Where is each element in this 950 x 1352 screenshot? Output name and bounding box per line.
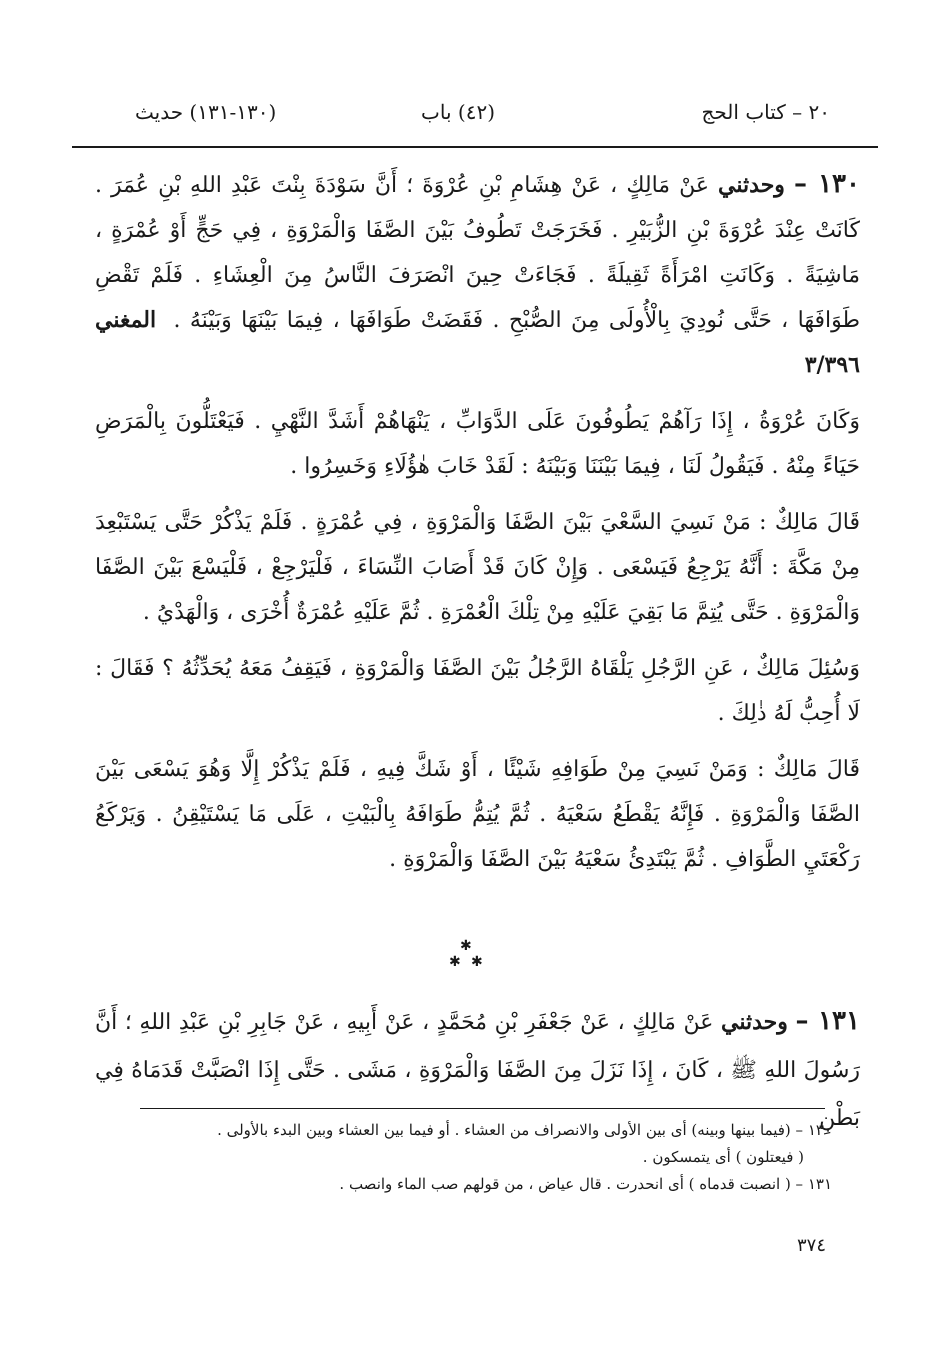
running-header xyxy=(135,100,830,140)
hadith-range: (١٣٠-١٣١) حديث xyxy=(135,100,277,124)
footnote-131: ١٣١ – ( انصبت قدماه ) أى انحدرت . قال عياض ، من قولهم صب الماء وانصب . xyxy=(339,1175,832,1193)
main-text xyxy=(95,162,860,882)
chapter-label: (٤٢) باب xyxy=(421,100,495,124)
separator-star-icon: ✱ xyxy=(471,954,483,970)
footnote-130-cont: ( فيعتلون ) أى يتمسكون . xyxy=(642,1148,804,1166)
cross-reference: المغني ٣/٣٩٦ xyxy=(95,307,860,378)
hadith-number: ١٣١ – xyxy=(795,1006,860,1036)
page-number: ٣٧٤ xyxy=(796,1235,826,1256)
hadith-lead-word: وحدثني xyxy=(721,1009,788,1035)
paragraph-malik-3: قَالَ مَالِكٌ : وَمَنْ نَسِيَ مِنْ طَوَافِهِ شَيْئًا ، أَوْ شَكَّ فِيهِ ، فَلَمْ يَذْكُرْ إِلَّا وَهُوَ يَسْعَى بَيْنَ الصَّفَا وَالْمَرْوَةِ . فَإِنَّهُ يَقْطَعُ سَعْيَهُ . ثُمَّ يُتِمُّ طَوَافَهُ بِالْبَيْتِ ، عَلَى مَا يَسْتَيْقِنُ . وَيَرْكَعُ رَكْعَتَيِ الطَّوَافِ . ثُمَّ يَبْتَدِئُ سَعْيَهُ بَيْنَ الصَّفَا وَالْمَرْوَةِ . xyxy=(95,757,860,872)
section-separator xyxy=(445,938,485,978)
footnote-130: ١٣٠ – (فيما بينها وبينه) أى بين الأولى والانصراف من العشاء . أو فيما بين العشاء وبين البدء بالأولى . xyxy=(217,1121,832,1139)
hadith-number: ١٣٠ – xyxy=(793,169,860,199)
paragraph-urwa: وَكَانَ عُرْوَةُ ، إِذَا رَآهُمْ يَطُوفُونَ عَلَى الدَّوَابِّ ، يَنْهَاهُمْ أَشَدَّ النَّهْيِ . فَيَعْتَلُّونَ بِالْمَرَضِ حَيَاءً مِنْهُ . فَيَقُولُ لَنَا ، فِيمَا بَيْنَنَا وَبَيْنَهُ : لَقَدْ خَابَ هٰؤُلَاءِ وَخَسِرُوا . xyxy=(95,409,860,479)
paragraph-malik-1: قَالَ مَالِكٌ : مَنْ نَسِيَ السَّعْيَ بَيْنَ الصَّفَا وَالْمَرْوَةِ ، فِي عُمْرَةٍ . فَلَمْ يَذْكُرْ حَتَّى يَسْتَبْعِدَ مِنْ مَكَّةَ : أَنَّهُ يَرْجِعُ فَيَسْعَى . وَإِنْ كَانَ قَدْ أَصَابَ النِّسَاءَ ، فَلْيَرْجِعْ ، فَلْيَسْعَ بَيْنَ الصَّفَا وَالْمَرْوَةِ . حَتَّى يُتِمَّ مَا بَقِيَ عَلَيْهِ مِنْ تِلْكَ الْعُمْرَةِ . ثُمَّ عَلَيْهِ عُمْرَةٌ أُخْرَى ، وَالْهَدْيُ . xyxy=(95,510,860,625)
book-title: ٢٠ – كتاب الحج xyxy=(701,100,830,124)
hadith-text: عَنْ مَالِكٍ ، عَنْ هِشَامِ بْنِ عُرْوَةَ ؛ أَنَّ سَوْدَةَ بِنْتَ عَبْدِ اللهِ بْنِ عُمَرَ . كَانَتْ عِنْدَ عُرْوَةَ بْنِ الزُّبَيْرِ . فَخَرَجَتْ تَطُوفُ بَيْنَ الصَّفَا وَالْمَرْوَةِ ، فِي حَجٍّ أَوْ عُمْرَةٍ ، مَاشِيَةً . وَكَانَتِ امْرَأَةً ثَقِيلَةً . فَجَاءَتْ حِينَ انْصَرَفَ النَّاسُ مِنَ الْعِشَاءِ . فَلَمْ تَقْضِ طَوَافَهَا ، حَتَّى نُودِيَ بِالْأُولَى مِنَ الصُّبْحِ . فَقَضَتْ طَوَافَهَا ، فِيمَا بَيْنَهَا وَبَيْنَهُ . xyxy=(95,173,861,333)
separator-star-icon: ✱ xyxy=(449,954,461,970)
paragraph-malik-2: وَسُئِلَ مَالِكٌ ، عَنِ الرَّجُلِ يَلْقَاهُ الرَّجُلُ بَيْنَ الصَّفَا وَالْمَرْوَةِ ، فَيَقِفُ مَعَهُ يُحَدِّثُهُ ؟ فَقَالَ : لَا أُحِبُّ لَهُ ذٰلِكَ . xyxy=(95,656,860,726)
hadith-lead-word: وحدثني xyxy=(718,172,785,198)
header-divider xyxy=(72,146,878,148)
separator-star-icon: ✱ xyxy=(460,938,472,954)
hadith-130 xyxy=(95,162,860,388)
footnote-divider xyxy=(140,1108,825,1109)
hadith-text: عَنْ مَالِكٍ ، عَنْ جَعْفَرِ بْنِ مُحَمَّدٍ ، عَنْ أَبِيهِ ، عَنْ جَابِرِ بْنِ عَبْدِ اللهِ ؛ أَنَّ رَسُولَ اللهِ ﷺ ، كَانَ ، إِذَا نَزَلَ مِنَ الصَّفَا وَالْمَرْوَةِ ، مَشَى . حَتَّى إِذَا انْصَبَّتْ قَدَمَاهُ فِي بَطْنِ xyxy=(95,1010,860,1131)
footnotes xyxy=(135,1117,832,1198)
